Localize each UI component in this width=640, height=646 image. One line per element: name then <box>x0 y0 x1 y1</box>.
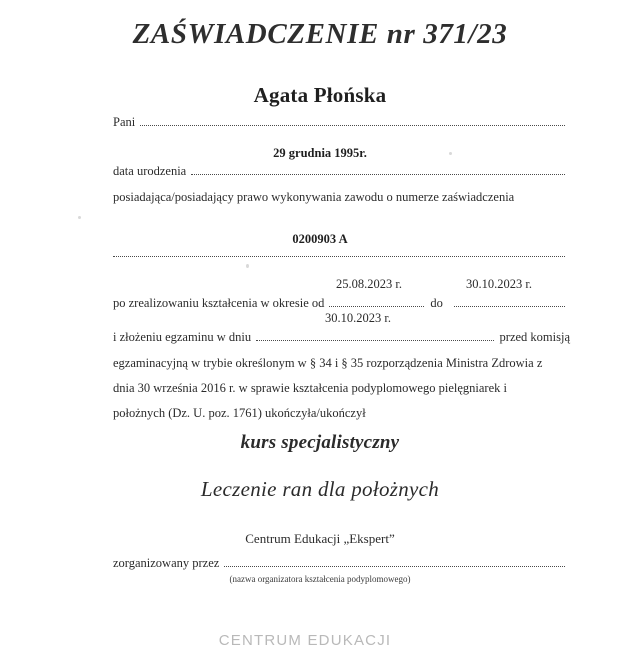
organizer-row <box>113 556 565 571</box>
training-period-row <box>113 296 565 311</box>
organizer-label: zorganizowany przez <box>113 556 220 570</box>
organizer-value: Centrum Edukacji „Ekspert” <box>245 531 395 546</box>
recipient-name-label: Pani <box>113 115 136 129</box>
period-to-value: 30.10.2023 r. <box>466 277 532 291</box>
footer-watermark: CENTRUM EDUKACJI <box>218 632 392 646</box>
birth-date-value: 29 grudnia 1995r. <box>273 146 367 160</box>
scan-speckle <box>246 264 249 268</box>
course-type: kurs specjalistyczny <box>240 432 400 453</box>
period-to-dotted-line <box>454 305 565 307</box>
exam-date-dotted-line <box>256 339 493 341</box>
legal-text-line-2: dnia 30 września 2016 r. w sprawie kształcenia podyplomowego pielęgniarek i <box>113 381 507 395</box>
license-number-dotted-line <box>113 256 565 257</box>
training-period-to-label: do <box>430 296 443 310</box>
birth-date-row <box>113 164 565 179</box>
course-name: Leczenie ran dla położnych <box>200 477 440 501</box>
exam-date-tail-text: przed komisją <box>499 330 570 344</box>
recipient-name-value: Agata Płońska <box>253 83 387 107</box>
exam-date-value: 30.10.2023 r. <box>325 311 391 325</box>
exam-date-label: i złożeniu egzaminu w dniu <box>113 330 252 344</box>
period-from-dotted-line <box>329 305 424 307</box>
birth-date-dotted-line <box>191 173 565 175</box>
legal-text-line-1: egzaminacyjną w trybie określonym w § 34 i § 35 rozporządzenia Ministra Zdrowia z <box>113 356 543 370</box>
recipient-name-dotted-line <box>140 124 565 126</box>
period-from-value: 25.08.2023 r. <box>336 277 402 291</box>
license-number-value: 0200903 A <box>292 232 348 246</box>
birth-date-label: data urodzenia <box>113 164 187 178</box>
legal-text-line-3: położnych (Dz. U. poz. 1761) ukończyła/ukończył <box>113 406 366 420</box>
organizer-caption: (nazwa organizatora kształcenia podyplomowego) <box>229 574 411 584</box>
organizer-dotted-line <box>224 565 565 567</box>
scan-speckle <box>78 216 81 219</box>
exam-date-row <box>113 330 570 345</box>
license-intro-text: posiadająca/posiadający prawo wykonywania zawodu o numerze zaświadczenia <box>113 190 515 204</box>
training-period-label: po zrealizowaniu kształcenia w okresie od <box>113 296 325 310</box>
page-title: ZAŚWIADCZENIE nr 371/23 <box>132 18 508 50</box>
recipient-name-row <box>113 115 565 130</box>
